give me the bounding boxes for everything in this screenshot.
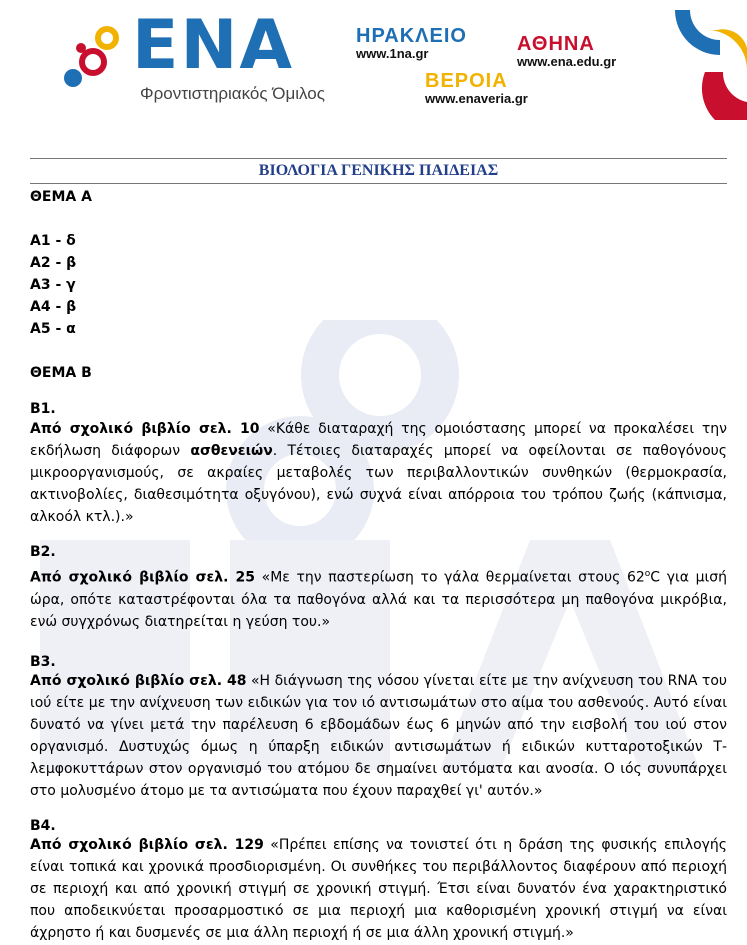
answer-a5: Α5 - α [30,321,76,337]
city-athens [517,34,616,70]
b3-source: Από σχολικό βιβλίο σελ. 48 [30,673,247,689]
b2-label: Β2. [30,544,56,560]
b3-label: Β3. [30,654,56,670]
answer-a1: Α1 - δ [30,233,76,249]
city-url[interactable]: www.1na.gr [356,46,429,61]
b1-text: «Κάθε διαταραχή της ομοιόστασης μπορεί να προκαλέσει την εκδήλωση διάφορων [30,421,727,459]
b4-label: Β4. [30,818,56,834]
b1-label: Β1. [30,401,56,417]
brand-wordmark: ENA [132,6,294,85]
b3-paragraph [30,670,727,802]
page-header [0,0,747,120]
city-url[interactable]: www.enaveria.gr [425,91,528,106]
logo-mark-icon [55,18,135,98]
brand-tagline: Φροντιστηριακός Όμιλος [140,84,325,103]
b4-source: Από σχολικό βιβλίο σελ. 129 [30,837,264,853]
b1-emphasis: ασθενειών [190,443,273,459]
b4-paragraph [30,834,727,944]
theme-a-heading: ΘΕΜΑ Α [30,189,92,205]
city-name: ΗΡΑΚΛΕΙΟ [356,25,467,47]
b2-text: C για μισή ώρα, οπότε καταστρέφονται όλα τα παθογόνα αλλά και τα περισσότερα μη παθογόνα μικρόβια, ενώ συγχρόνως διατηρείται η γεύση του.» [30,569,727,630]
degree-symbol: o [644,569,651,579]
b1-source: Από σχολικό βιβλίο σελ. 10 [30,421,260,437]
subject-title: ΒΙΟΛΟΓΙΑ ΓΕΝΙΚΗΣ ΠΑΙΔΕΙΑΣ [30,158,727,184]
city-veria [425,71,528,107]
city-name: ΑΘΗΝΑ [517,33,595,55]
answer-a3: Α3 - γ [30,277,76,293]
b2-source: Από σχολικό βιβλίο σελ. 25 [30,569,255,586]
b2-text: «Με την παστερίωση το γάλα θερμαίνεται στους 62 [255,569,645,586]
theme-b-heading: ΘΕΜΑ Β [30,365,92,381]
b1-text: . Τέτοιες διαταραχές μπορεί να οφείλονται σε παθογόνους μικροοργανισμούς, σε ακραίες μεταβολές των περιβαλλοντικών συνθηκών (θερμοκρασία, ακτινοβολίες, διαθεσιμότητα οξυγόνου), ενώ συχνά είναι απόρροια του τρόπου ζωής (κάπνισμα, αλκοόλ κτλ.).» [30,443,727,525]
answer-a4: Α4 - β [30,299,77,315]
city-heraklion [356,26,467,62]
b4-text: «Πρέπει επίσης να τονιστεί ότι η δράση της φυσικής επιλογής είναι τοπικά και χρονικά προσδιορισμένη. Οι συνθήκες του περιβάλλοντος διαφέρουν από περιοχή σε περιοχή και από χρονική στιγμή σε χρονική στιγμή. Έτσι είναι δυνατόν ένα χαρακτηριστικό που αποδεικνύεται προσαρμοστικό σε μια περιοχή μια καθορισμένη χρονική στιγμή να είναι άχρηστο ή και δυσμενές σε μια άλλη περιοχή ή σε μια άλλη χρονική στιγμή.» [30,837,728,941]
header-decoration-icon [645,10,747,120]
city-url[interactable]: www.ena.edu.gr [517,54,617,69]
b2-paragraph [30,563,727,633]
answer-a2: Α2 - β [30,255,77,271]
city-name: ΒΕΡΟΙΑ [425,70,508,92]
b1-paragraph [30,418,727,528]
b3-text: «Η διάγνωση της νόσου γίνεται είτε με την ανίχνευση του RNA του ιού είτε με την ανίχνευση των ειδικών για τον ιό αντισωμάτων στο αίμα του ασθενούς. Αυτό είναι δυνατό να γίνει μετά την παρέλευση 6 εβδομάδων έως 6 μηνών από την εισβολή του ιού στον οργανισμό. Δυστυχώς όμως η ύπαρξη ειδικών αντισωμάτων ή ειδικών κυτταροτοξικών Τ-λεμφοκυττάρων στον οργανισμό του ατόμου δε σημαίνει αυτόματα και ανοσία. Ο ιός συνυπάρχει στο μολυσμένο άτομο με τα αντισώματα που έχουν παραχθεί γι' αυτόν.» [30,673,727,799]
